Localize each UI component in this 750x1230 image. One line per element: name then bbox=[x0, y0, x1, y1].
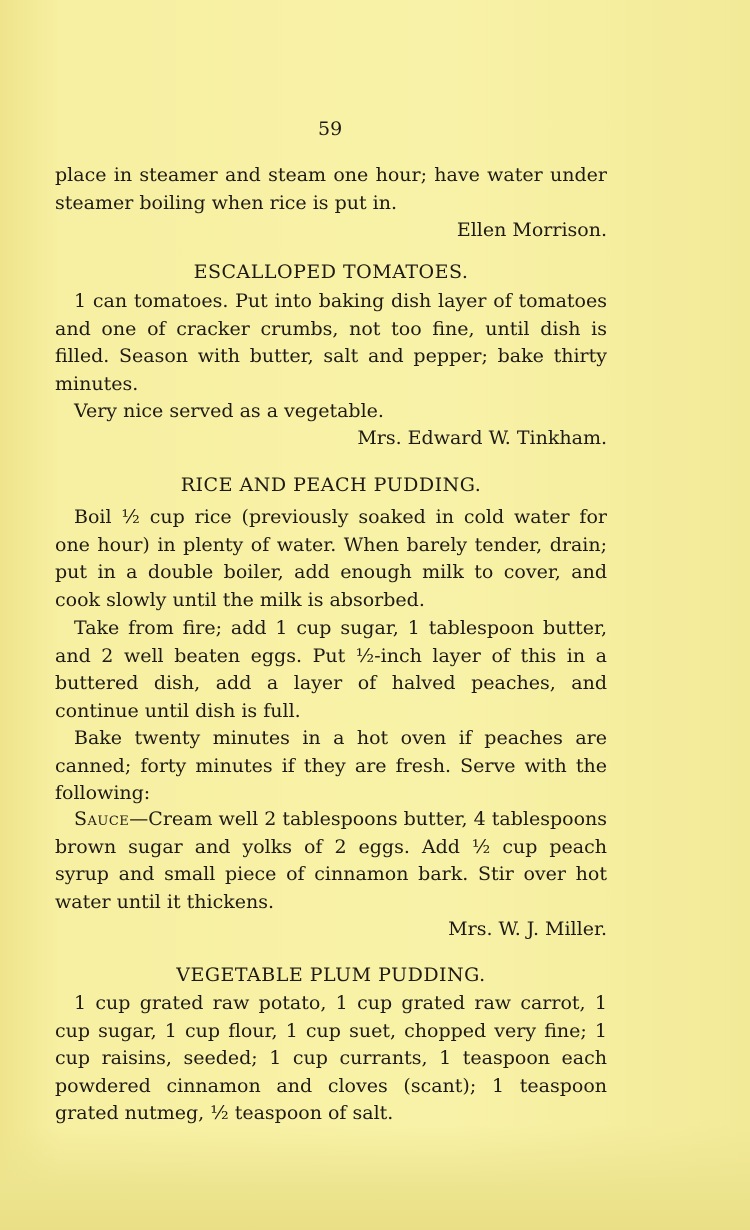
recipe-escalloped-tomatoes-para1: 1 can tomatoes. Put into baking dish layer of tomatoes and one of cracker crumbs, not too fine, until dish is filled. Season with butter, salt and pepper; bake thirty minutes. bbox=[55, 290, 607, 395]
recipe-rice-peach-sauce bbox=[55, 806, 607, 916]
recipe-escalloped-tomatoes-author: Mrs. Edward W. Tinkham. bbox=[357, 427, 607, 449]
page-bottom-shading bbox=[0, 1125, 750, 1230]
continuation-text: place in steamer and steam one hour; have water under steamer boiling when rice is put in. bbox=[55, 164, 607, 214]
page-number: 59 bbox=[318, 118, 343, 140]
recipe-title-vegetable-plum-pudding: VEGETABLE PLUM PUDDING. bbox=[176, 964, 486, 986]
sauce-label: Sauce bbox=[74, 808, 130, 830]
recipe-rice-peach-para3: Bake twenty minutes in a hot oven if peaches are canned; forty minutes if they are fresh. Serve with the following: bbox=[55, 727, 607, 804]
sauce-text: —Cream well 2 tablespoons butter, 4 tablespoons brown sugar and yolks of 2 eggs. Add ½ cup peach syrup and small piece of cinnamon bark. Stir over hot water until it thickens. bbox=[55, 808, 607, 913]
recipe-rice-peach-para2: Take from fire; add 1 cup sugar, 1 tablespoon butter, and 2 well beaten eggs. Put ½-inch layer of this in a buttered dish, add a layer of halved peaches, and continue until dish is full. bbox=[55, 617, 607, 722]
recipe-title-escalloped-tomatoes: ESCALLOPED TOMATOES. bbox=[193, 261, 469, 283]
recipe-title-rice-peach-pudding: RICE AND PEACH PUDDING. bbox=[180, 474, 482, 496]
continuation-author: Ellen Morrison. bbox=[456, 219, 607, 241]
recipe-vegetable-plum-para1: 1 cup grated raw potato, 1 cup grated raw carrot, 1 cup sugar, 1 cup flour, 1 cup suet, chopped very fine; 1 cup raisins, seeded; 1 cup currants, 1 teaspoon each powdered cinnamon and cloves (scant); 1 teaspoon grated nutmeg, ½ teaspoon of salt. bbox=[55, 992, 607, 1124]
recipe-escalloped-tomatoes-para2: Very nice served as a vegetable. bbox=[74, 400, 384, 422]
recipe-rice-peach-author: Mrs. W. J. Miller. bbox=[448, 918, 607, 940]
recipe-rice-peach-para1: Boil ½ cup rice (previously soaked in cold water for one hour) in plenty of water. When barely tender, drain; put in a double boiler, add enough milk to cover, and cook slowly until the milk is absorbed. bbox=[55, 506, 607, 611]
